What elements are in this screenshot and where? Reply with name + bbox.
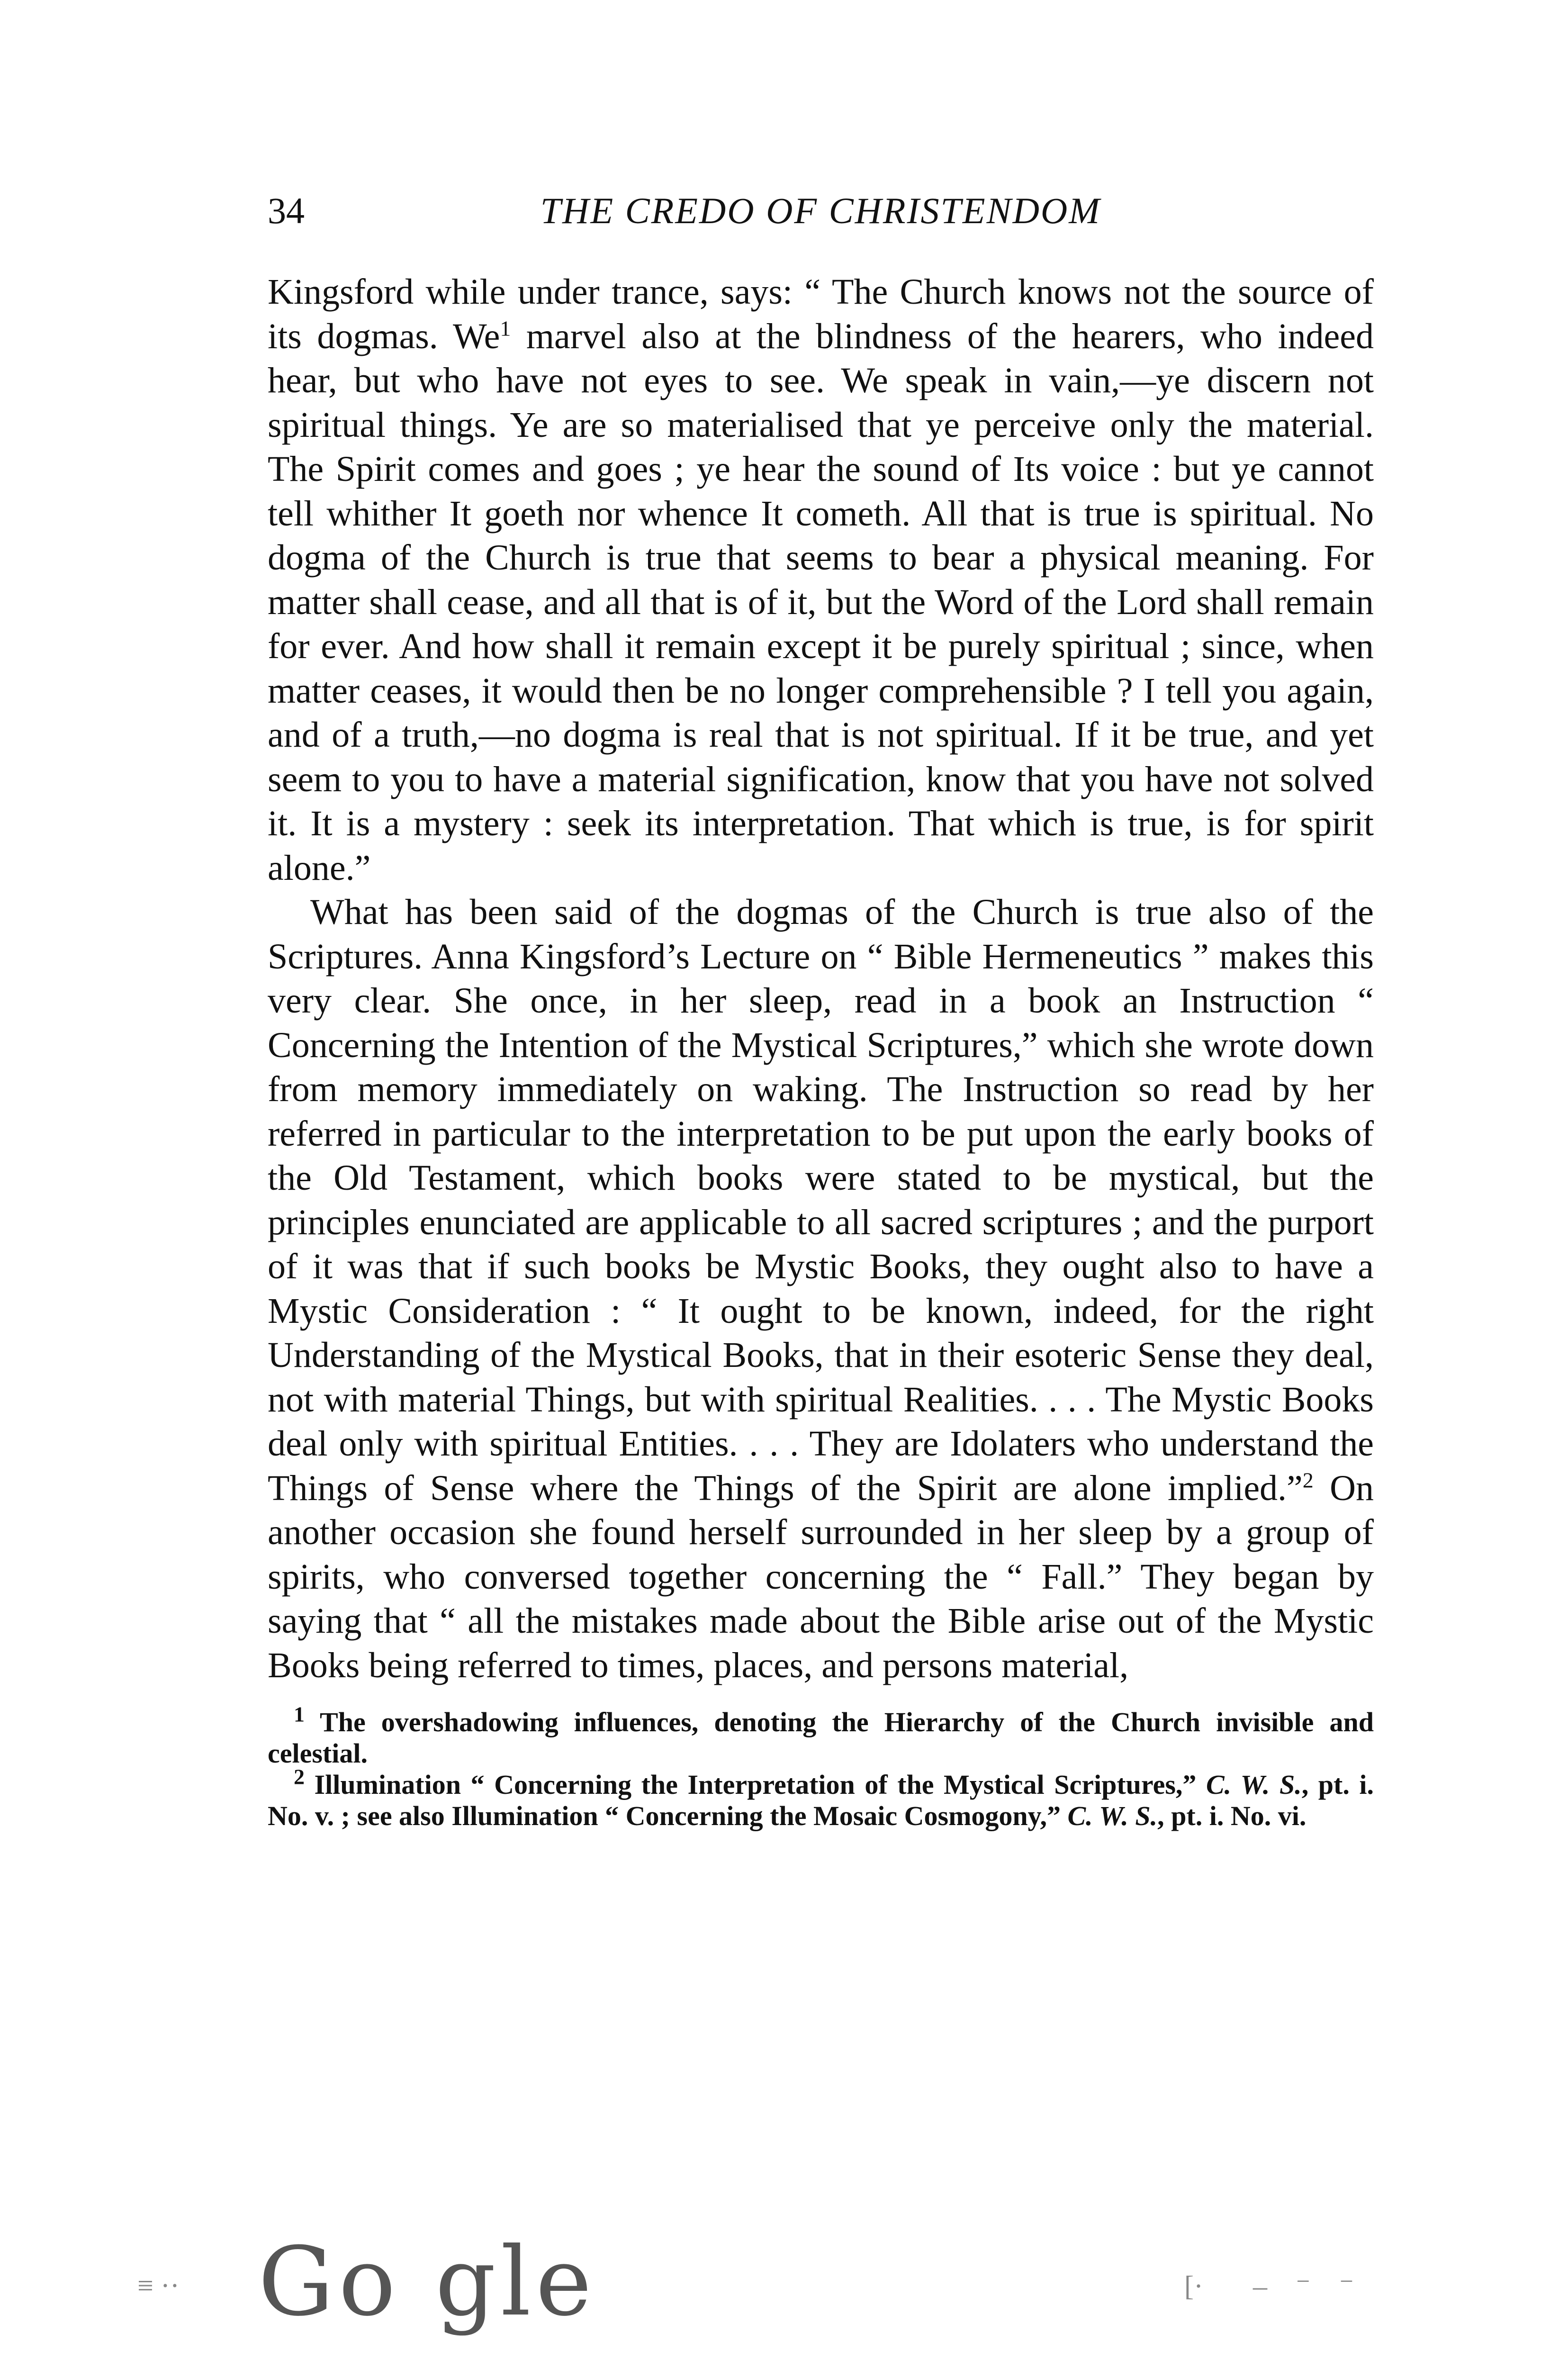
paragraph-1-text: Kingsford while under trance, says: “ The Church knows not the source of its dogmas. We: [268, 272, 1374, 356]
footnote-2-marker: 2: [294, 1764, 305, 1789]
paragraph-2-continued: On another occasion she found herself surrounded in her sleep by a group of spirits, who conversed together concerning the “ Fall.” They began by saying that “ all the mistakes made about the Bible arise out of the Mystic Books being referred to times, places, and persons material,: [268, 1468, 1374, 1685]
paragraph-2-text: What has been said of the dogmas of the Church is true also of the Scriptures. Anna Kingsford’s Lecture on “ Bible Hermeneutics ” makes this very clear. She once, in her sleep, read in a book an Instruction “ Concerning the Intention of the Mystical Scriptures,” which she wrote down from memory immediately on waking. The Instruction so read by her referred in particular to the interpretation to be put upon the early books of the Old Testament, which books were stated to be mystical, but the principles enunciated are applicable to all sacred scriptures ; and the purport of it was that if such books be Mystic Books, they ought also to have a Mystic Consideration : “ It ought to be known, indeed, for the right Understanding of the Mystical Books, that in their esoteric Sense they deal, not with material Things, but with spiritual Realities. . . . The Mystic Books deal only with spiritual Entities. . . . They are Idolaters who understand the Things of Sense where the Things of the Spirit are alone implied.”: [268, 892, 1374, 1508]
scan-artifact-left: ≡ ··: [137, 2270, 180, 2301]
page-header: [268, 190, 1374, 242]
footnote-ref-1: 1: [500, 316, 511, 341]
footnote-1-text: The overshadowing influences, denoting the Hierarchy of the Church invisible and celestial.: [268, 1707, 1374, 1769]
book-page: [268, 190, 1374, 1832]
footnote-2: [268, 1764, 1374, 1832]
paragraph-1: [268, 270, 1374, 890]
footnotes: [268, 1702, 1374, 1832]
body-text: [268, 270, 1374, 1688]
scan-watermark: Go gle: [258, 2227, 597, 2337]
footnote-2-text-c: , pt. i. No. vi.: [1157, 1800, 1307, 1831]
footnote-2-text-a: Illumination “ Concerning the Interpretation of the Mystical Scriptures,”: [305, 1769, 1206, 1800]
footnote-1-marker: 1: [294, 1702, 305, 1727]
footnote-2-cws-2: C. W. S.: [1067, 1800, 1158, 1831]
footnote-2-cws-1: C. W. S.: [1206, 1769, 1302, 1800]
page-number: 34: [268, 190, 305, 231]
footnote-ref-2: 2: [1302, 1468, 1314, 1492]
paragraph-1-continued: marvel also at the blindness of the hearers, who indeed hear, but who have not eyes to see. We speak in vain,—ye discern not spiritual things. Ye are so materialised that ye perceive only the material. The Spirit comes and goes ; ye hear the sound of Its voice : but ye cannot tell whither It goeth nor whence It cometh. All that is true is spiritual. No dogma of the Church is true that seems to bear a physical meaning. For matter shall cease, and all that is of it, but the Word of the Lord shall remain for ever. And how shall it remain except it be purely spiritual ; since, when matter ceases, it would then be no longer comprehensible ? I tell you again, and of a truth,—no dogma is real that is not spiritual. If it be true, and yet seem to you to have a material signification, know that you have not solved it. It is a mystery : seek its interpretation. That which is true, is for spirit alone.”: [268, 316, 1374, 888]
footnote-2-text-b: , pt. i. No. v. ; see also Illumination “ Concerning the Mosaic Cosmogony,”: [268, 1769, 1374, 1831]
footnote-1: [268, 1702, 1374, 1769]
running-title: THE CREDO OF CHRISTENDOM: [540, 190, 1101, 231]
scan-artifact-right: [· – ⁻ ⁻: [1184, 2270, 1354, 2302]
paragraph-2: [268, 890, 1374, 1688]
